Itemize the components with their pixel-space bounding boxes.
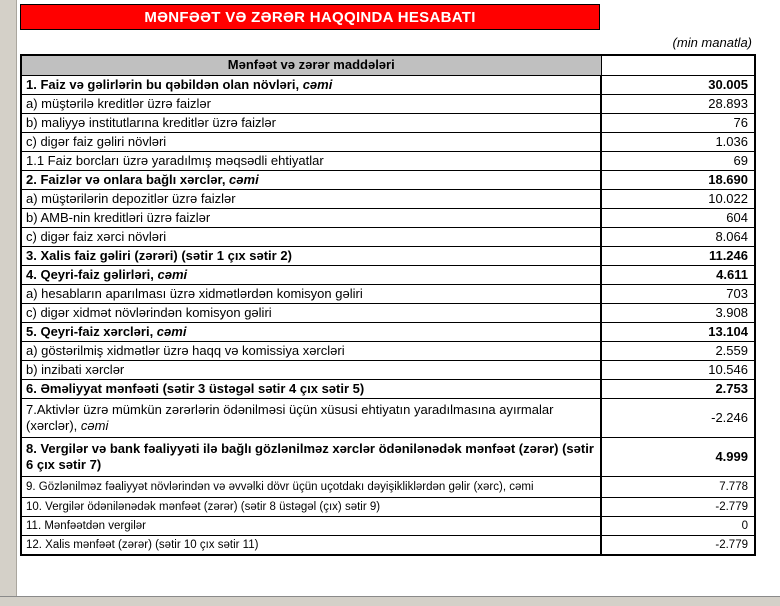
unit-note: (min manatla)	[672, 35, 752, 50]
table-row	[21, 476, 755, 497]
table-row	[21, 75, 755, 94]
table-row	[21, 341, 755, 360]
table-row	[21, 94, 755, 113]
row-value: 604	[601, 208, 755, 227]
row-value: 7.778	[601, 476, 755, 497]
row-label: a) hesabların aparılması üzrə xidmətlərdən komisyon gəliri	[21, 284, 601, 303]
table-row	[21, 360, 755, 379]
row-label: 11. Mənfəətdən vergilər	[21, 516, 601, 535]
table-row	[21, 516, 755, 535]
table-row	[21, 437, 755, 476]
row-label: 1. Faiz və gəlirlərin bu qəbildən olan növləri, cəmi	[21, 75, 601, 94]
table-row	[21, 497, 755, 516]
table-row	[21, 379, 755, 398]
table-row	[21, 303, 755, 322]
row-value: 4.999	[601, 437, 755, 476]
row-label: 9. Gözlənilməz fəaliyyət növlərindən və əvvəlki dövr üçün uçotdakı dəyişikliklərdən gəlir (xərc), cəmi	[21, 476, 601, 497]
row-label: 3. Xalis faiz gəliri (zərəri) (sətir 1 çıx sətir 2)	[21, 246, 601, 265]
row-label: 7.Aktivlər üzrə mümkün zərərlərin ödənilməsi üçün xüsusi ehtiyatın yaradılmasına ayırmalar (xərclər), cəmi	[21, 398, 601, 437]
row-value: 10.022	[601, 189, 755, 208]
row-value: 18.690	[601, 170, 755, 189]
row-value: 11.246	[601, 246, 755, 265]
row-label: a) göstərilmiş xidmətlər üzrə haqq və komissiya xərcləri	[21, 341, 601, 360]
table-row	[21, 132, 755, 151]
report-title-banner	[20, 4, 600, 30]
table-row	[21, 535, 755, 555]
row-value: -2.779	[601, 535, 755, 555]
row-label: b) inzibati xərclər	[21, 360, 601, 379]
row-value: 3.908	[601, 303, 755, 322]
header-cell-items: Mənfəət və zərər maddələri	[21, 55, 601, 75]
table-row	[21, 265, 755, 284]
table-row	[21, 208, 755, 227]
row-value: 703	[601, 284, 755, 303]
table-row	[21, 170, 755, 189]
row-value: 4.611	[601, 265, 755, 284]
table-row	[21, 398, 755, 437]
row-label: 2. Faizlər və onlara bağlı xərclər, cəmi	[21, 170, 601, 189]
table-header-row	[21, 55, 755, 75]
table-head	[21, 55, 755, 75]
row-label: 6. Əməliyyat mənfəəti (sətir 3 üstəgəl sətir 4 çıx sətir 5)	[21, 379, 601, 398]
row-value: 13.104	[601, 322, 755, 341]
row-value: 28.893	[601, 94, 755, 113]
row-label: c) digər xidmət növlərindən komisyon gəliri	[21, 303, 601, 322]
row-value: 10.546	[601, 360, 755, 379]
profit-loss-table	[20, 54, 756, 556]
report-content	[20, 4, 756, 556]
row-value: 69	[601, 151, 755, 170]
row-label: c) digər faiz gəliri növləri	[21, 132, 601, 151]
row-label: b) maliyyə institutlarına kreditlər üzrə faizlər	[21, 113, 601, 132]
pl-table-body	[21, 75, 755, 555]
row-label: a) müştərilərin depozitlər üzrə faizlər	[21, 189, 601, 208]
spreadsheet-bottom-band	[0, 596, 780, 606]
table-row	[21, 246, 755, 265]
row-value: 30.005	[601, 75, 755, 94]
row-label: 12. Xalis mənfəət (zərər) (sətir 10 çıx sətir 11)	[21, 535, 601, 555]
table-row	[21, 322, 755, 341]
row-value: 8.064	[601, 227, 755, 246]
row-label: a) müştərilə kreditlər üzrə faizlər	[21, 94, 601, 113]
table-row	[21, 189, 755, 208]
report-title: MƏNFƏƏT VƏ ZƏRƏR HAQQINDA HESABATI	[144, 8, 476, 26]
row-label: b) AMB-nin kreditləri üzrə faizlər	[21, 208, 601, 227]
row-value: -2.246	[601, 398, 755, 437]
row-label: 10. Vergilər ödənilənədək mənfəət (zərər) (sətir 8 üstəgəl (çıx) sətir 9)	[21, 497, 601, 516]
row-value: 1.036	[601, 132, 755, 151]
row-label: c) digər faiz xərci növləri	[21, 227, 601, 246]
row-label: 8. Vergilər və bank fəaliyyəti ilə bağlı gözlənilməz xərclər ödənilənədək mənfəət (zərər) (sətir 6 çıx sətir 7)	[21, 437, 601, 476]
row-value: 0	[601, 516, 755, 535]
row-value: -2.779	[601, 497, 755, 516]
table-row	[21, 113, 755, 132]
row-value: 76	[601, 113, 755, 132]
row-value: 2.559	[601, 341, 755, 360]
spreadsheet-left-gutter	[0, 0, 17, 606]
header-cell-value	[601, 55, 755, 75]
table-row	[21, 227, 755, 246]
row-value: 2.753	[601, 379, 755, 398]
table-row	[21, 151, 755, 170]
table-row	[21, 284, 755, 303]
row-label: 5. Qeyri-faiz xərcləri, cəmi	[21, 322, 601, 341]
row-label: 1.1 Faiz borcları üzrə yaradılmış məqsədli ehtiyatlar	[21, 151, 601, 170]
row-label: 4. Qeyri-faiz gəlirləri, cəmi	[21, 265, 601, 284]
